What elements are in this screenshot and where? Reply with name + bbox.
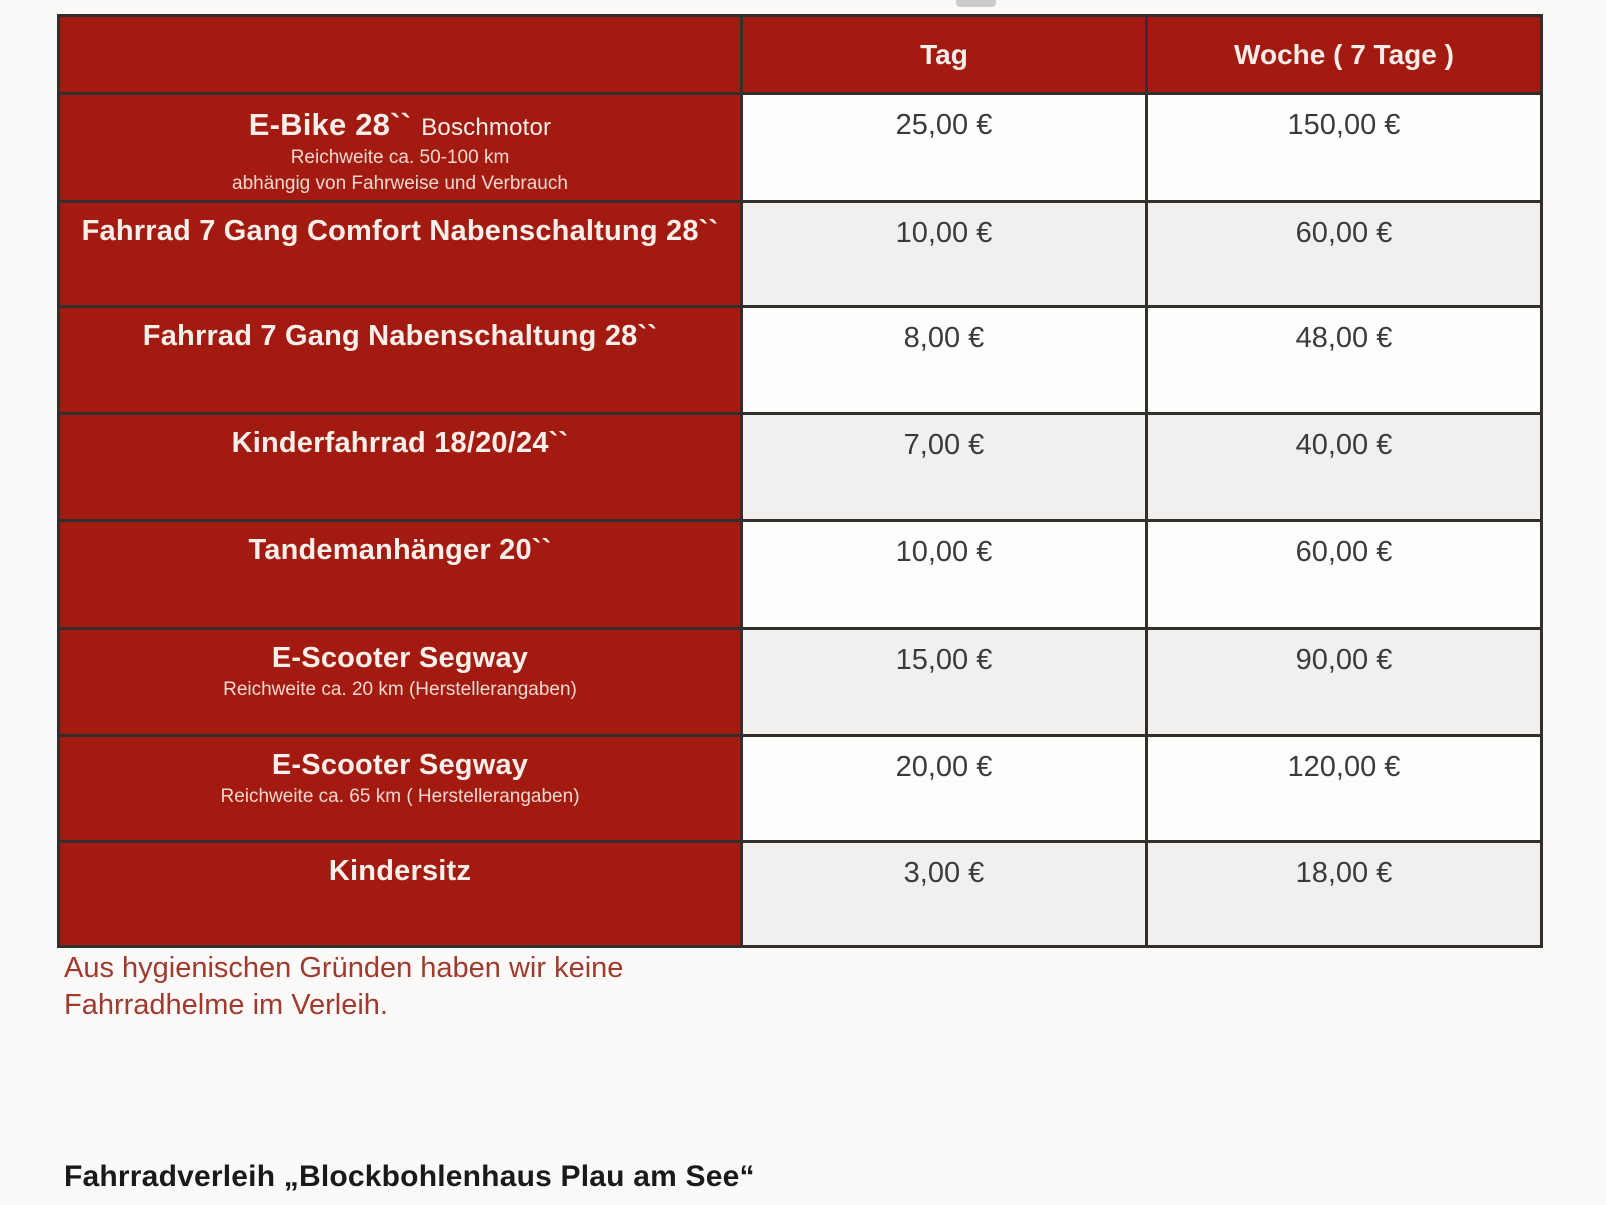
item-subtitle: Reichweite ca. 50-100 km xyxy=(290,147,510,168)
item-subtitle: abhängig von Fahrweise und Verbrauch xyxy=(232,173,568,194)
item-title: Kinderfahrrad 18/20/24`` xyxy=(231,427,569,459)
price-tag: 10,00 € xyxy=(743,203,1148,308)
column-header-tag: Tag xyxy=(743,17,1148,95)
rental-price-table xyxy=(57,14,1543,948)
item-cell-fahrrad-comfort xyxy=(60,203,743,308)
price-woche: 150,00 € xyxy=(1148,95,1543,203)
item-subtitle: Reichweite ca. 20 km (Herstellerangaben) xyxy=(223,679,577,700)
item-title: Kindersitz xyxy=(328,855,472,887)
item-cell-kindersitz xyxy=(60,843,743,948)
price-woche: 40,00 € xyxy=(1148,415,1543,522)
item-cell-fahrrad xyxy=(60,308,743,415)
price-tag: 7,00 € xyxy=(743,415,1148,522)
item-title: Tandemanhänger 20`` xyxy=(248,534,552,566)
price-tag: 8,00 € xyxy=(743,308,1148,415)
price-woche: 90,00 € xyxy=(1148,630,1543,737)
column-header-woche: Woche ( 7 Tage ) xyxy=(1148,17,1543,95)
price-tag: 3,00 € xyxy=(743,843,1148,948)
item-cell-escooter-20 xyxy=(60,630,743,737)
item-cell-ebike xyxy=(60,95,743,203)
price-woche: 120,00 € xyxy=(1148,737,1543,843)
rental-company-title: Fahrradverleih „Blockbohlenhaus Plau am See“ xyxy=(64,1160,755,1193)
header-empty-cell xyxy=(60,17,743,95)
item-title: Fahrrad 7 Gang Comfort Nabenschaltung 28`` xyxy=(81,215,719,247)
item-title-suffix: Boschmotor xyxy=(421,114,552,141)
hygiene-note-line2: Fahrradhelme im Verleih. xyxy=(64,989,388,1021)
item-title: Fahrrad 7 Gang Nabenschaltung 28`` xyxy=(142,320,658,352)
hygiene-note xyxy=(64,950,623,1024)
price-woche: 48,00 € xyxy=(1148,308,1543,415)
price-woche: 18,00 € xyxy=(1148,843,1543,948)
price-tag: 10,00 € xyxy=(743,522,1148,630)
hygiene-note-line1: Aus hygienischen Gründen haben wir keine xyxy=(64,952,624,984)
price-tag: 15,00 € xyxy=(743,630,1148,737)
item-cell-kinderfahrrad xyxy=(60,415,743,522)
item-cell-escooter-65 xyxy=(60,737,743,843)
price-woche: 60,00 € xyxy=(1148,203,1543,308)
top-edge-artifact xyxy=(956,0,996,7)
price-tag: 20,00 € xyxy=(743,737,1148,843)
item-cell-tandemanhaenger xyxy=(60,522,743,630)
item-title: E-Scooter Segway xyxy=(271,642,529,674)
price-tag: 25,00 € xyxy=(743,95,1148,203)
item-title: E-Scooter Segway xyxy=(271,749,529,781)
item-title: E-Bike 28`` Boschmotor xyxy=(248,107,552,142)
price-woche: 60,00 € xyxy=(1148,522,1543,630)
item-subtitle: Reichweite ca. 65 km ( Herstellerangaben) xyxy=(220,786,580,807)
